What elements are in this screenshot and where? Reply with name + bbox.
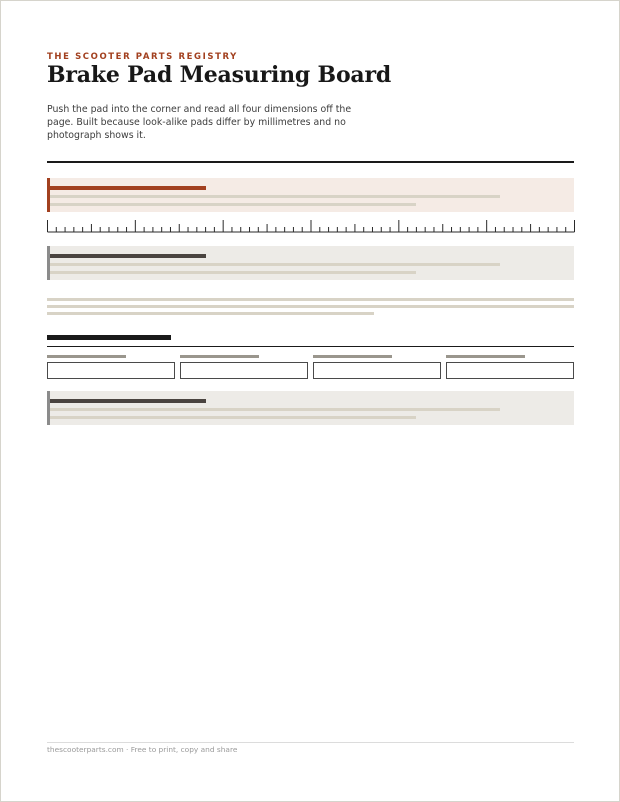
paragraph-placeholder-line <box>47 305 574 308</box>
note-callout <box>47 391 574 425</box>
note-callout-heading-placeholder <box>50 254 206 258</box>
measurement-entry-box[interactable] <box>47 362 175 379</box>
note-callout <box>47 246 574 280</box>
note-callout-text-placeholder <box>50 416 416 419</box>
note-callout-text-placeholder <box>50 408 500 411</box>
note-callout-heading-placeholder <box>50 399 206 403</box>
warning-callout-text-placeholder <box>50 203 416 206</box>
note-callout-text-placeholder <box>50 271 416 274</box>
section-divider <box>47 346 574 347</box>
section-heading-placeholder <box>47 335 171 340</box>
page-title: Brake Pad Measuring Board <box>47 62 392 88</box>
measurement-field-label-placeholder <box>47 355 126 358</box>
footer-divider <box>47 742 574 743</box>
header-divider <box>47 161 574 163</box>
footer-text: thescooterparts.com · Free to print, copy and share <box>47 745 238 754</box>
note-callout-text-placeholder <box>50 263 500 266</box>
intro-paragraph: Push the pad into the corner and read all four dimensions off the page. Built because look-alike pads differ by millimetres and no photograph shows it. <box>47 104 352 141</box>
warning-callout-heading-placeholder <box>50 186 206 190</box>
measurement-entry-box[interactable] <box>180 362 308 379</box>
paragraph-placeholder-line <box>47 298 574 301</box>
registry-kicker: THE SCOOTER PARTS REGISTRY <box>47 52 238 62</box>
ruler-ticks <box>48 220 575 232</box>
measurement-field-label-placeholder <box>180 355 259 358</box>
paragraph-placeholder-line <box>47 312 374 315</box>
measurement-entry-box[interactable] <box>446 362 574 379</box>
millimetre-ruler <box>47 219 575 233</box>
measurement-entry-box[interactable] <box>313 362 441 379</box>
measurement-field-label-placeholder <box>446 355 525 358</box>
warning-callout-text-placeholder <box>50 195 500 198</box>
measurement-field-label-placeholder <box>313 355 392 358</box>
warning-callout <box>47 178 574 212</box>
